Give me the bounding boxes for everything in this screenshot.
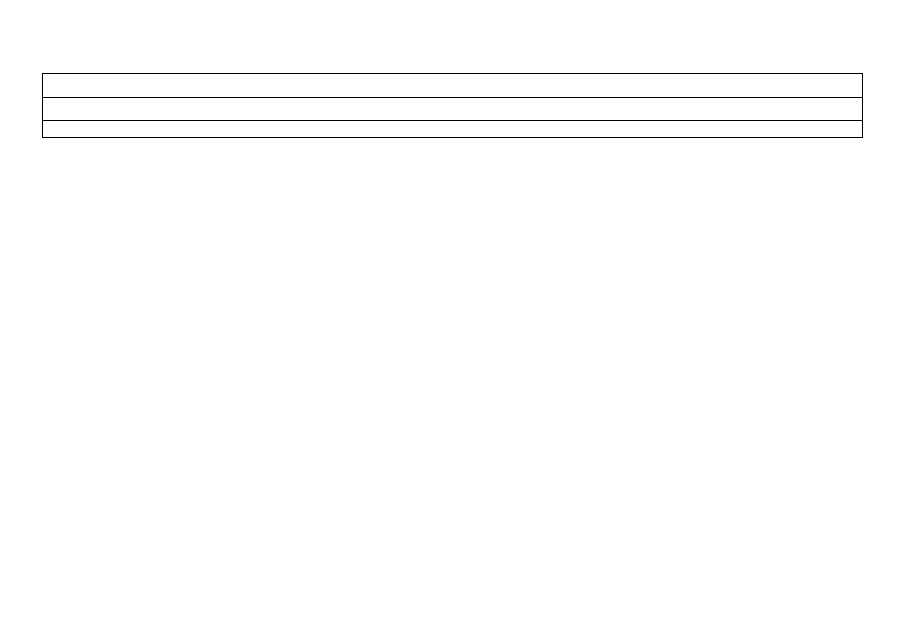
indicators-cell (43, 121, 863, 138)
task-cell (43, 74, 863, 98)
table-body-sections (43, 74, 863, 138)
direction-row (43, 98, 863, 121)
task-row (43, 74, 863, 98)
indicators-table (42, 73, 863, 138)
indicators-row (43, 121, 863, 138)
direction-cell (43, 98, 863, 121)
